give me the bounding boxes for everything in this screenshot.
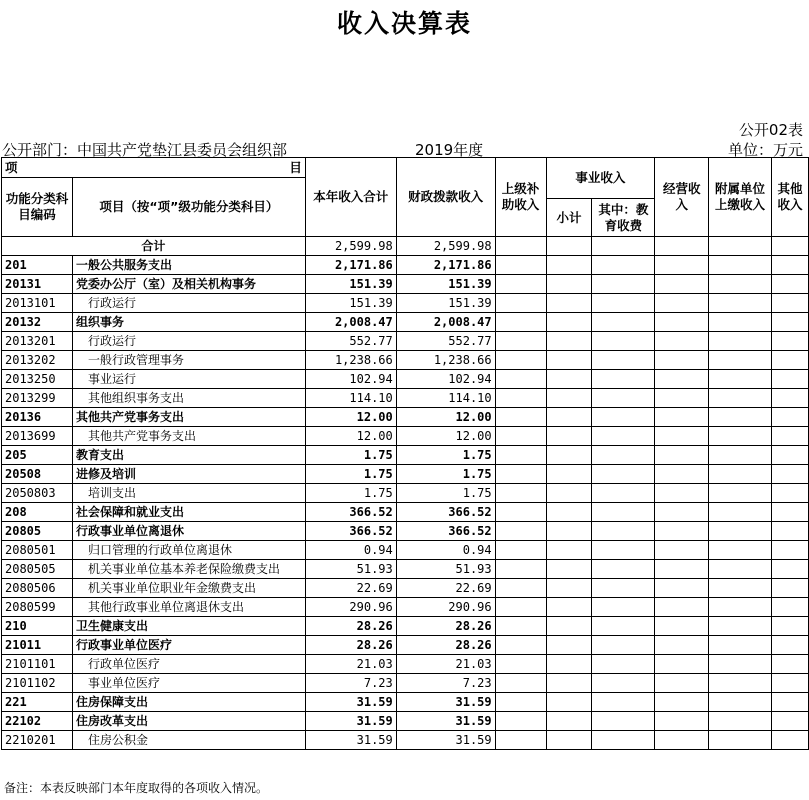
department-label: 公开部门：中国共产党垫江县委员会组织部 (2, 141, 288, 159)
table-row (2, 256, 809, 275)
row-total: 1.75 (305, 465, 396, 484)
row-name: 一般行政管理事务 (72, 351, 305, 370)
row-fiscal: 2,008.47 (396, 313, 495, 332)
row-fiscal: 151.39 (396, 294, 495, 313)
row-total: 151.39 (305, 294, 396, 313)
row-code: 2210201 (2, 731, 73, 750)
header-affiliated: 附属单位上缴收入 (709, 158, 772, 237)
row-code: 208 (2, 503, 73, 522)
row-total: 51.93 (305, 560, 396, 579)
row-fiscal: 552.77 (396, 332, 495, 351)
table-row (2, 332, 809, 351)
page-title: 收入决算表 (336, 9, 472, 38)
row-name: 事业运行 (72, 370, 305, 389)
table-row (2, 275, 809, 294)
row-total: 28.26 (305, 617, 396, 636)
header-total: 本年收入合计 (305, 158, 396, 237)
header-business-subtotal: 小计 (546, 199, 592, 237)
table-row (2, 617, 809, 636)
row-name: 培训支出 (72, 484, 305, 503)
table-row (2, 674, 809, 693)
row-code: 2013299 (2, 389, 73, 408)
row-total: 151.39 (305, 275, 396, 294)
row-total: 2,171.86 (305, 256, 396, 275)
row-name: 归口管理的行政单位离退休 (72, 541, 305, 560)
table-row (2, 484, 809, 503)
header-xiang: 项 (5, 159, 18, 175)
row-total: 366.52 (305, 503, 396, 522)
row-total: 31.59 (305, 731, 396, 750)
row-total: 102.94 (305, 370, 396, 389)
table-row (2, 465, 809, 484)
row-total: 552.77 (305, 332, 396, 351)
row-name: 进修及培训 (72, 465, 305, 484)
table-row (2, 598, 809, 617)
row-fiscal: 21.03 (396, 655, 495, 674)
table-row (2, 522, 809, 541)
total-label: 合计 (2, 237, 306, 256)
row-code: 221 (2, 693, 73, 712)
row-fiscal: 1.75 (396, 446, 495, 465)
row-total: 1,238.66 (305, 351, 396, 370)
row-name: 行政运行 (72, 332, 305, 351)
row-fiscal: 12.00 (396, 408, 495, 427)
fiscal-year: 2019年度 (415, 141, 484, 159)
row-total: 2,008.47 (305, 313, 396, 332)
row-name: 其他组织事务支出 (72, 389, 305, 408)
row-name: 行政事业单位医疗 (72, 636, 305, 655)
row-code: 21011 (2, 636, 73, 655)
row-total: 31.59 (305, 693, 396, 712)
row-code: 2050803 (2, 484, 73, 503)
total-sum: 2,599.98 (305, 237, 396, 256)
row-fiscal: 31.59 (396, 693, 495, 712)
row-total: 1.75 (305, 484, 396, 503)
table-row (2, 313, 809, 332)
row-name: 住房保障支出 (72, 693, 305, 712)
header-code: 功能分类科目编码 (2, 178, 73, 237)
row-code: 20136 (2, 408, 73, 427)
row-total: 366.52 (305, 522, 396, 541)
row-fiscal: 12.00 (396, 427, 495, 446)
row-fiscal: 366.52 (396, 503, 495, 522)
row-name: 一般公共服务支出 (72, 256, 305, 275)
table-row (2, 427, 809, 446)
table-row (2, 579, 809, 598)
row-fiscal: 28.26 (396, 636, 495, 655)
row-fiscal: 31.59 (396, 712, 495, 731)
header-name: 项目（按“项”级功能分类科目） (72, 178, 305, 237)
row-total: 12.00 (305, 408, 396, 427)
row-name: 卫生健康支出 (72, 617, 305, 636)
row-fiscal: 28.26 (396, 617, 495, 636)
row-fiscal: 0.94 (396, 541, 495, 560)
row-fiscal: 1.75 (396, 465, 495, 484)
row-code: 2101102 (2, 674, 73, 693)
income-table (1, 157, 809, 750)
header-mu: 目 (289, 159, 302, 175)
row-name: 教育支出 (72, 446, 305, 465)
row-code: 2013201 (2, 332, 73, 351)
table-row (2, 389, 809, 408)
row-fiscal: 51.93 (396, 560, 495, 579)
row-code: 2080506 (2, 579, 73, 598)
row-total: 114.10 (305, 389, 396, 408)
row-code: 2013101 (2, 294, 73, 313)
row-code: 2013699 (2, 427, 73, 446)
table-row (2, 731, 809, 750)
row-name: 行政运行 (72, 294, 305, 313)
row-name: 机关事业单位职业年金缴费支出 (72, 579, 305, 598)
row-fiscal: 2,171.86 (396, 256, 495, 275)
header-other: 其他收入 (771, 158, 808, 237)
row-fiscal: 1.75 (396, 484, 495, 503)
row-total: 22.69 (305, 579, 396, 598)
row-total: 290.96 (305, 598, 396, 617)
table-row (2, 712, 809, 731)
row-fiscal: 7.23 (396, 674, 495, 693)
row-code: 2080501 (2, 541, 73, 560)
table-row (2, 636, 809, 655)
header-item-xiang-mu (2, 158, 306, 178)
table-row (2, 351, 809, 370)
unit-label: 单位：万元 (727, 141, 803, 159)
row-total: 7.23 (305, 674, 396, 693)
table-row (2, 541, 809, 560)
row-total: 28.26 (305, 636, 396, 655)
table-row (2, 560, 809, 579)
header-business: 事业收入 (546, 158, 655, 199)
row-fiscal: 31.59 (396, 731, 495, 750)
row-total: 31.59 (305, 712, 396, 731)
row-code: 210 (2, 617, 73, 636)
row-code: 20132 (2, 313, 73, 332)
row-code: 2013250 (2, 370, 73, 389)
row-code: 20805 (2, 522, 73, 541)
table-row (2, 503, 809, 522)
header-fiscal: 财政拨款收入 (396, 158, 495, 237)
row-name: 行政事业单位离退休 (72, 522, 305, 541)
row-total: 1.75 (305, 446, 396, 465)
table-row (2, 408, 809, 427)
header-business-edu: 其中：教育收费 (592, 199, 655, 237)
table-row (2, 446, 809, 465)
row-name: 事业单位医疗 (72, 674, 305, 693)
row-name: 行政单位医疗 (72, 655, 305, 674)
row-code: 2101101 (2, 655, 73, 674)
footnote: 备注：本表反映部门本年度取得的各项收入情况。 (4, 781, 269, 795)
total-fiscal: 2,599.98 (396, 237, 495, 256)
row-total: 0.94 (305, 541, 396, 560)
row-name: 其他共产党事务支出 (72, 408, 305, 427)
row-total: 21.03 (305, 655, 396, 674)
row-code: 20131 (2, 275, 73, 294)
table-row (2, 294, 809, 313)
row-code: 22102 (2, 712, 73, 731)
row-code: 2080599 (2, 598, 73, 617)
row-fiscal: 102.94 (396, 370, 495, 389)
header-operating: 经营收入 (655, 158, 709, 237)
row-fiscal: 290.96 (396, 598, 495, 617)
form-number: 公开02表 (738, 121, 803, 139)
row-code: 201 (2, 256, 73, 275)
row-name: 社会保障和就业支出 (72, 503, 305, 522)
header-superior: 上级补助收入 (495, 158, 546, 237)
table-row (2, 655, 809, 674)
row-name: 住房改革支出 (72, 712, 305, 731)
row-code: 2013202 (2, 351, 73, 370)
row-fiscal: 366.52 (396, 522, 495, 541)
row-fiscal: 151.39 (396, 275, 495, 294)
row-total: 12.00 (305, 427, 396, 446)
row-code: 205 (2, 446, 73, 465)
row-name: 组织事务 (72, 313, 305, 332)
row-fiscal: 22.69 (396, 579, 495, 598)
row-name: 其他行政事业单位离退休支出 (72, 598, 305, 617)
row-name: 其他共产党事务支出 (72, 427, 305, 446)
row-name: 机关事业单位基本养老保险缴费支出 (72, 560, 305, 579)
row-name: 党委办公厅（室）及相关机构事务 (72, 275, 305, 294)
table-row (2, 370, 809, 389)
table-row (2, 693, 809, 712)
row-code: 20508 (2, 465, 73, 484)
row-name: 住房公积金 (72, 731, 305, 750)
row-fiscal: 1,238.66 (396, 351, 495, 370)
row-fiscal: 114.10 (396, 389, 495, 408)
row-code: 2080505 (2, 560, 73, 579)
